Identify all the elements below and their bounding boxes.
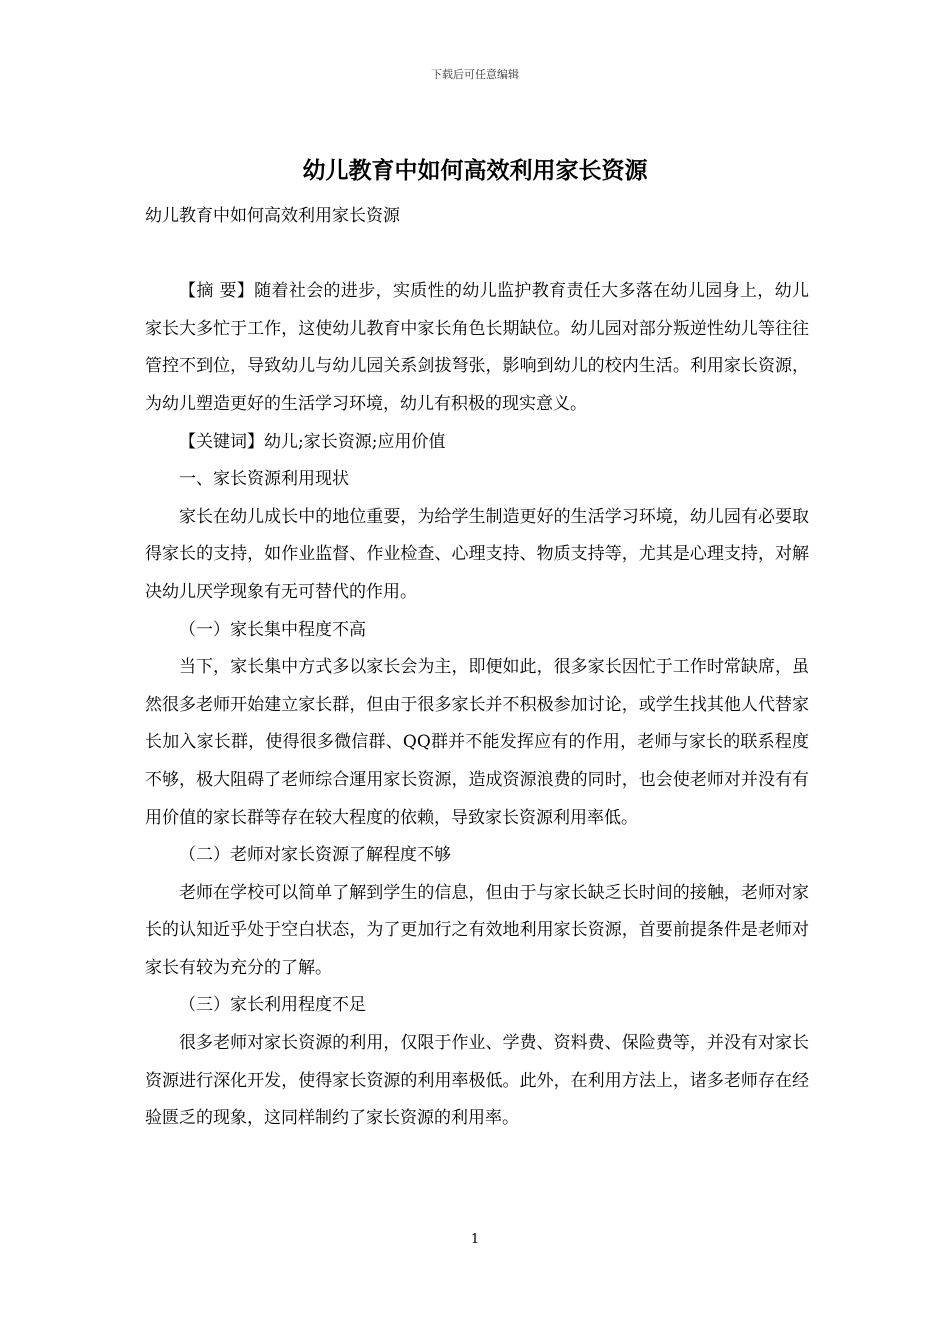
body-paragraph: 家长在幼儿成长中的地位重要，为给学生制造更好的生活学习环境，幼儿园有必要取得家长的支持，如作业监督、作业检查、心理支持、物质支持等，尤其是心理支持，对解决幼儿厌学现象有无可替代的作用。 — [145, 506, 809, 602]
document-subtitle: 幼儿教育中如何高效利用家长资源 — [145, 206, 400, 226]
page-number: 1 — [470, 1232, 480, 1247]
keywords-paragraph: 【关键词】幼儿;家长资源;应用价值 — [179, 431, 446, 452]
body-paragraph: 当下，家长集中方式多以家长会为主，即便如此，很多家长因忙于工作时常缺席，虽然很多老师开始建立家长群，但由于很多家长并不积极参加讨论，或学生找其他人代替家长加入家长群，使得很多微信群、QQ群并不能发挥应有的作用，老师与家长的联系程度不够，极大阻碍了老师综合運用家长资源，造成资源浪费的同时，也会使老师对并没有有用价值的家长群等存在较大程度的依赖，导致家长资源利用率低。 — [145, 657, 809, 828]
document-body — [145, 198, 809, 1138]
body-paragraph: 很多老师对家长资源的利用，仅限于作业、学费、资料费、保险费等，并没有对家长资源进行深化开发，使得家长资源的利用率极低。此外，在利用方法上，诸多老师存在经验匮乏的现象，这同样制约了家长资源的利用率。 — [145, 1033, 809, 1129]
subsection-heading-2: （二）老师对家长资源了解程度不够 — [179, 845, 451, 866]
section-heading-1: 一、家长资源利用现状 — [179, 469, 349, 490]
subsection-heading-1: （一）家长集中程度不高 — [179, 619, 366, 640]
page-header-note: 下载后可任意编辑 — [431, 68, 519, 81]
abstract-paragraph: 【摘 要】随着社会的进步，实质性的幼儿监护教育责任大多落在幼儿园身上，幼儿家长大多忙于工作，这使幼儿教育中家长角色长期缺位。幼儿园对部分叛逆性幼儿等往往管控不到位，导致幼儿与幼儿园关系剑拔弩张，影响到幼儿的校内生活。利用家长资源，为幼儿塑造更好的生活学习环境，幼儿有积极的现实意义。 — [145, 281, 809, 414]
subsection-heading-3: （三）家长利用程度不足 — [179, 995, 366, 1016]
document-title: 幼儿教育中如何高效利用家长资源 — [302, 158, 648, 184]
body-paragraph: 老师在学校可以简单了解到学生的信息，但由于与家长缺乏长时间的接触，老师对家长的认知近乎处于空白状态，为了更加行之有效地利用家长资源，首要前提条件是老师对家长有较为充分的了解。 — [145, 882, 809, 978]
